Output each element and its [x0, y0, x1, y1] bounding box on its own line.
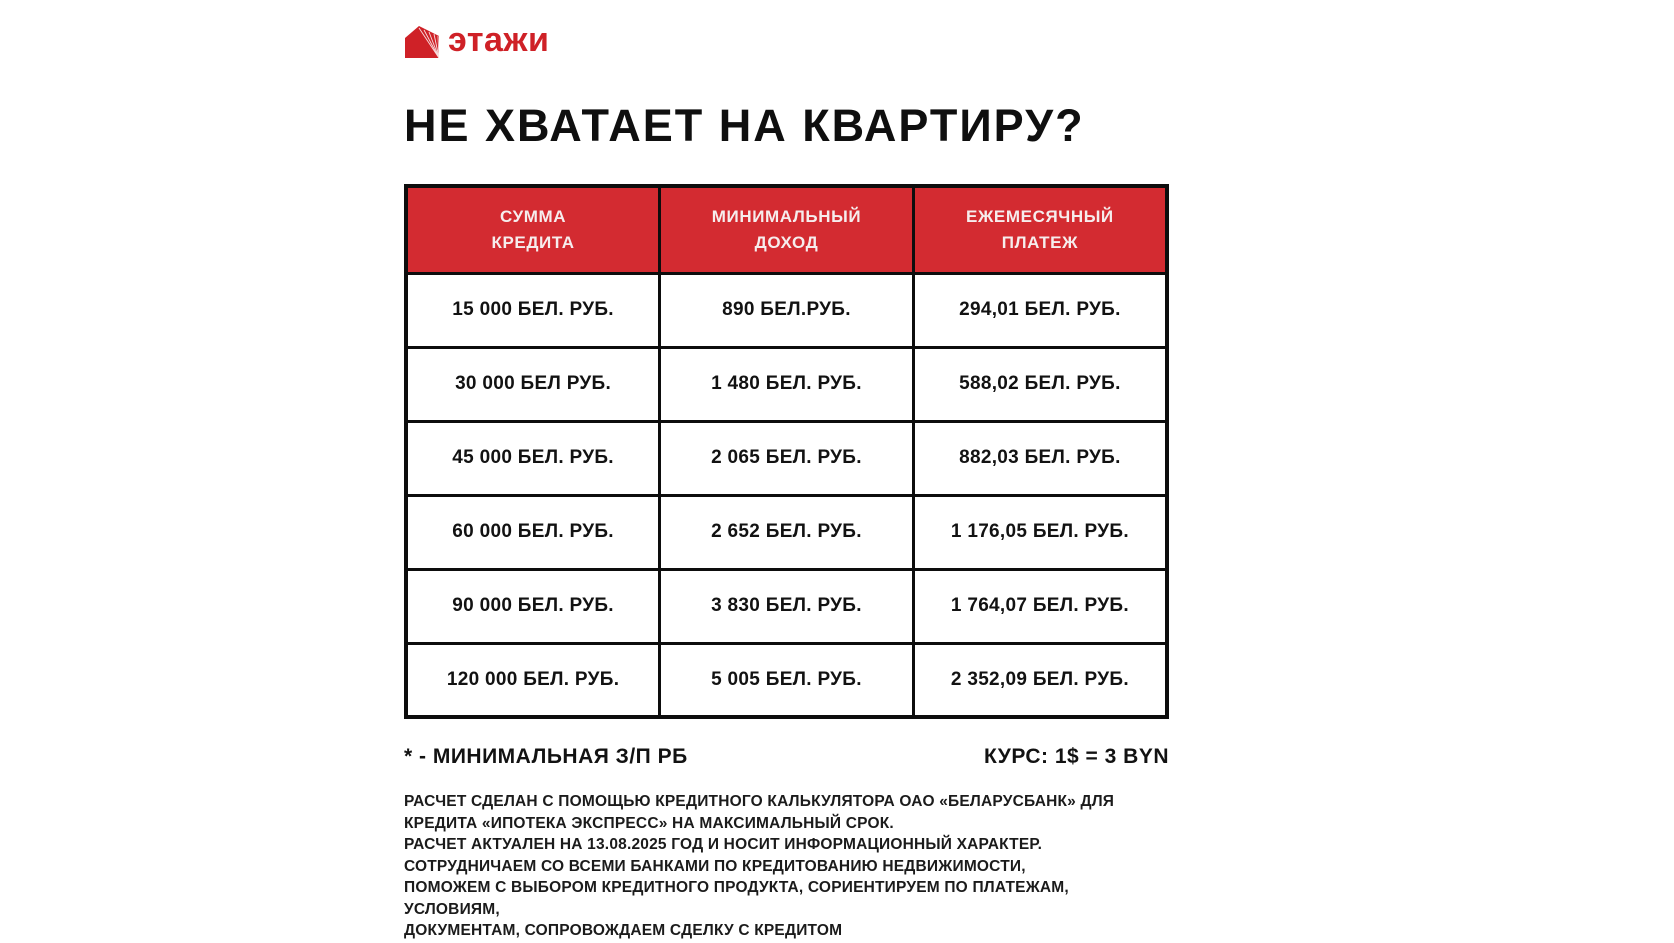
brand-name: этажи [448, 21, 550, 59]
disclaimer-line: ДОКУМЕНТАМ, СОПРОВОЖДАЕМ СДЕЛКУ С КРЕДИТОМ [404, 922, 843, 939]
header-line: КРЕДИТА [491, 232, 575, 252]
cell-payment: 2 352,09 БЕЛ. РУБ. [913, 643, 1167, 717]
header-credit-sum [406, 186, 660, 273]
table-row [406, 495, 1167, 569]
table-row [406, 347, 1167, 421]
disclaimer-text [404, 791, 1169, 942]
cell-credit: 45 000 БЕЛ. РУБ. [406, 421, 660, 495]
cell-credit: 30 000 БЕЛ РУБ. [406, 347, 660, 421]
disclaimer-line: РАСЧЕТ АКТУАЛЕН НА 13.08.2025 ГОД И НОСИТ ИНФОРМАЦИОННЫЙ ХАРАКТЕР. [404, 836, 1043, 853]
table-row [406, 273, 1167, 347]
header-line: ПЛАТЕЖ [1001, 232, 1079, 252]
min-salary-footnote: * - МИНИМАЛЬНАЯ З/П РБ [404, 745, 688, 768]
cell-credit: 60 000 БЕЛ. РУБ. [406, 495, 660, 569]
cell-payment: 882,03 БЕЛ. РУБ. [913, 421, 1167, 495]
cell-income: 1 480 БЕЛ. РУБ. [660, 347, 914, 421]
cell-credit: 15 000 БЕЛ. РУБ. [406, 273, 660, 347]
cell-income: 5 005 БЕЛ. РУБ. [660, 643, 914, 717]
disclaimer-line: СОТРУДНИЧАЕМ СО ВСЕМИ БАНКАМИ ПО КРЕДИТОВАНИЮ НЕДВИЖИМОСТИ, [404, 857, 1026, 875]
disclaimer-line: ПОМОЖЕМ С ВЫБОРОМ КРЕДИТНОГО ПРОДУКТА, СОРИЕНТИРУЕМ ПО ПЛАТЕЖАМ, [404, 879, 1069, 896]
cell-payment: 1 176,05 БЕЛ. РУБ. [913, 495, 1167, 569]
header-line: МИНИМАЛЬНЫЙ [711, 207, 862, 227]
cell-credit: 90 000 БЕЛ. РУБ. [406, 569, 660, 643]
cell-income: 890 БЕЛ.РУБ. [660, 273, 914, 347]
content-column [404, 22, 1169, 942]
disclaimer-line: РАСЧЕТ СДЕЛАН С ПОМОЩЬЮ КРЕДИТНОГО КАЛЬКУЛЯТОРА ОАО «БЕЛАРУСБАНК» ДЛЯ [404, 793, 1115, 810]
table-row [406, 421, 1167, 495]
brand-logo [404, 22, 1169, 62]
cell-payment: 588,02 БЕЛ. РУБ. [913, 347, 1167, 421]
cell-payment: 1 764,07 БЕЛ. РУБ. [913, 569, 1167, 643]
footnote-row [404, 745, 1169, 769]
table-row [406, 643, 1167, 717]
cell-income: 2 065 БЕЛ. РУБ. [660, 421, 914, 495]
header-line: СУММА [499, 207, 567, 227]
table-row [406, 569, 1167, 643]
header-min-income [660, 186, 914, 273]
credit-table [404, 184, 1169, 719]
cell-income: 2 652 БЕЛ. РУБ. [660, 495, 914, 569]
cell-credit: 120 000 БЕЛ. РУБ. [406, 643, 660, 717]
header-monthly-payment [913, 186, 1167, 273]
table-header-row [406, 186, 1167, 273]
page-title: НЕ ХВАТАЕТ НА КВАРТИРУ? [404, 100, 1085, 151]
cell-income: 3 830 БЕЛ. РУБ. [660, 569, 914, 643]
exchange-rate-note: КУРС: 1$ = 3 BYN [983, 745, 1169, 768]
disclaimer-line: УСЛОВИЯМ, [404, 900, 500, 918]
header-line: ДОХОД [754, 232, 819, 252]
disclaimer-line: КРЕДИТА «ИПОТЕКА ЭКСПРЕСС» НА МАКСИМАЛЬНЫЙ СРОК. [404, 814, 894, 832]
header-line: ЕЖЕМЕСЯЧНЫЙ [966, 207, 1114, 227]
house-icon [404, 25, 440, 59]
cell-payment: 294,01 БЕЛ. РУБ. [913, 273, 1167, 347]
